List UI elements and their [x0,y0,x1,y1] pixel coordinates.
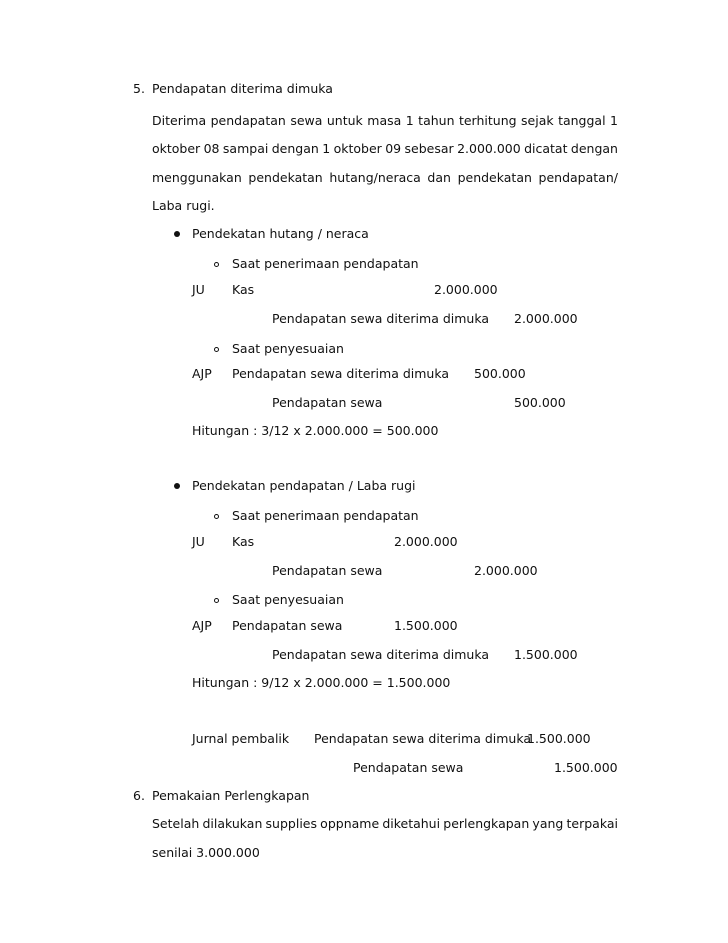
reversing-credit-account: Pendapatan sewa [353,760,464,775]
word: sebesar [404,141,454,156]
section-5-paragraph-line-4: Laba rugi. [152,198,215,213]
word: terpakai [566,816,618,831]
journal-code-ajp: AJP [192,618,212,633]
debit-amount: 2.000.000 [434,282,498,297]
credit-account: Pendapatan sewa [272,395,383,410]
reversing-credit-amount: 1.500.000 [554,760,618,775]
word: terhitung [458,113,517,128]
debit-amount: 1.500.000 [394,618,458,633]
word: hutang/neraca [329,170,421,185]
word: dilakukan [202,816,263,831]
debit-amount: 2.000.000 [394,534,458,549]
word: 1 [322,141,331,156]
word: masa [367,113,402,128]
word: menggunakan [152,170,242,185]
word: dengan [271,141,319,156]
section-5-number: 5. [133,81,145,96]
approach-b-heading: Pendekatan pendapatan / Laba rugi [192,478,416,493]
section-6-paragraph-line-2: senilai 3.000.000 [152,845,260,860]
word: diketahui [382,816,441,831]
circle-bullet-icon [214,347,219,352]
word: pendapatan [210,113,286,128]
word: 1 [405,113,414,128]
reversing-debit-account: Pendapatan sewa diterima dimuka [314,731,532,746]
credit-account: Pendapatan sewa diterima dimuka [272,647,490,662]
journal-code-ju: JU [192,282,205,297]
word: tanggal [558,113,606,128]
credit-amount: 500.000 [514,395,566,410]
word: perlengkapan [443,816,530,831]
credit-amount: 2.000.000 [474,563,538,578]
word: 09 [385,141,402,156]
word: 1 [610,113,618,128]
debit-amount: 500.000 [474,366,526,381]
word: untuk [326,113,363,128]
section-6-paragraph-line-1 [152,816,618,832]
word: dengan [570,141,618,156]
calculation: Hitungan : 9/12 x 2.000.000 = 1.500.000 [192,675,451,690]
section-5-paragraph-line-3 [152,170,618,186]
approach-a-heading: Pendekatan hutang / neraca [192,226,369,241]
word: 2.000.000 [457,141,521,156]
bullet-icon [174,231,180,237]
word: supplies [265,816,317,831]
approach-b-subheading-1: Saat penerimaan pendapatan [232,508,419,523]
credit-account: Pendapatan sewa diterima dimuka [272,311,490,326]
word: pendapatan/ [538,170,618,185]
credit-amount: 1.500.000 [514,647,578,662]
bullet-icon [174,483,180,489]
section-5-paragraph-line-1 [152,113,618,129]
credit-amount: 2.000.000 [514,311,578,326]
word: Diterima [152,113,207,128]
section-5-title: Pendapatan diterima dimuka [152,81,333,96]
word: yang [532,816,564,831]
approach-a-subheading-2: Saat penyesuaian [232,341,344,356]
section-5-paragraph-line-2 [152,141,618,157]
word: dan [427,170,451,185]
word: pendekatan [457,170,532,185]
circle-bullet-icon [214,262,219,267]
debit-account: Kas [232,534,255,549]
word: dicatat [524,141,568,156]
approach-a-subheading-1: Saat penerimaan pendapatan [232,256,419,271]
section-6-title: Pemakaian Perlengkapan [152,788,310,803]
word: Setelah [152,816,200,831]
word: pendekatan [248,170,323,185]
debit-account: Kas [232,282,255,297]
word: 08 [203,141,220,156]
debit-account: Pendapatan sewa diterima dimuka [232,366,450,381]
circle-bullet-icon [214,598,219,603]
word: sampai [222,141,269,156]
journal-code-ju: JU [192,534,205,549]
credit-account: Pendapatan sewa [272,563,383,578]
section-6-number: 6. [133,788,145,803]
reversing-debit-amount: 1.500.000 [527,731,591,746]
approach-b-subheading-2: Saat penyesuaian [232,592,344,607]
circle-bullet-icon [214,514,219,519]
word: sejak [521,113,554,128]
reversing-entry-label: Jurnal pembalik [192,731,290,746]
journal-code-ajp: AJP [192,366,212,381]
calculation: Hitungan : 3/12 x 2.000.000 = 500.000 [192,423,439,438]
word: oktober [152,141,201,156]
word: oktober [333,141,382,156]
word: sewa [290,113,323,128]
debit-account: Pendapatan sewa [232,618,343,633]
word: tahun [418,113,455,128]
word: oppname [320,816,380,831]
